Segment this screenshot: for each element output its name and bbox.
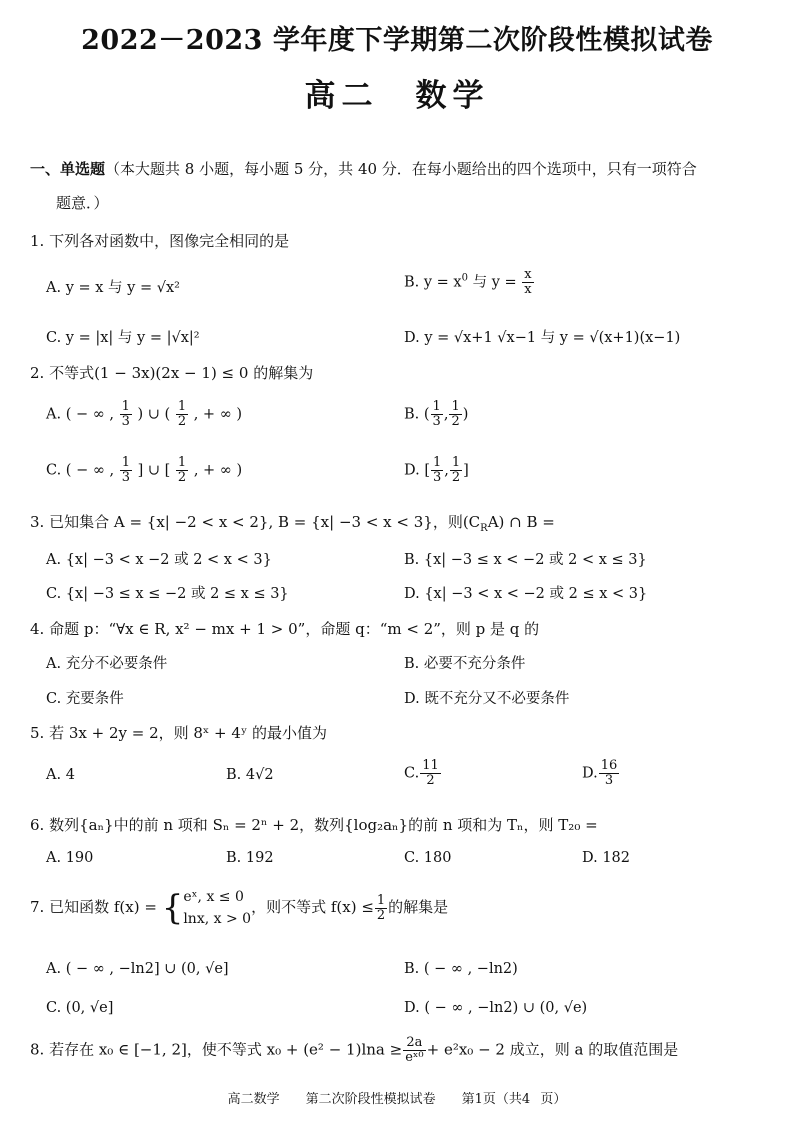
- question-1: 1. 下列各对函数中，图像完全相同的是: [30, 232, 290, 250]
- q7-option-b: B. ( − ∞ , −ln2): [404, 961, 518, 977]
- q5-option-d: [582, 759, 620, 788]
- q2-d-num2: 1: [451, 455, 461, 470]
- q2-d-den1: 3: [433, 470, 442, 485]
- q4-option-c: C. 充要条件: [46, 691, 124, 707]
- q6-option-d: D. 182: [582, 850, 631, 866]
- q3-option-c: C. {x| −3 ≤ x ≤ −2 或 2 ≤ x ≤ 3}: [46, 586, 289, 602]
- section-desc-cont: 题意．）: [56, 194, 109, 212]
- q5-c-num: 11: [422, 758, 439, 773]
- q5-c-pre: C.: [404, 765, 420, 782]
- q6-option-b: B. 192: [226, 850, 274, 866]
- q2-b-num1: 1: [432, 399, 441, 414]
- q7-num: 1: [376, 892, 386, 908]
- q5-option-a: A. 4: [46, 767, 75, 783]
- q2-c-den1: 3: [121, 470, 131, 485]
- q1-b-pre: B. y = x: [404, 274, 462, 291]
- q2-b-num2: 1: [451, 399, 460, 414]
- q2-option-d: D. [ $\frac{1}{3}$ , $\frac{1}{2}$ ]: [404, 455, 469, 485]
- q5-option-b: B. 4√2: [226, 767, 274, 783]
- q2-c-num2: 1: [177, 455, 187, 470]
- q7-stem-end: 的解集是: [388, 898, 449, 916]
- q2-c-den2: 2: [177, 470, 187, 485]
- section-label: 一、单选题: [30, 160, 106, 178]
- q1-b-den: x: [524, 282, 532, 297]
- q5-c-frac: [420, 759, 441, 788]
- q2-d-den2: 2: [451, 470, 461, 485]
- question-2: 2. 不等式(1 − 3x)(2x − 1) ≤ 0 的解集为: [30, 364, 314, 382]
- question-5: 5. 若 3x + 2y = 2，则 8ˣ + 4ʸ 的最小值为: [30, 724, 328, 742]
- page-footer: 高二数学 第二次阶段性模拟试卷 第1页（共4 页）: [227, 1092, 567, 1107]
- q2-a-part2: ) ∪ (: [137, 406, 171, 423]
- q2-c-part2: ] ∪ [: [137, 462, 171, 479]
- q2-c-part3: , + ∞ ): [193, 462, 243, 479]
- q2-d-part2: ]: [463, 462, 469, 479]
- q7-cases: [183, 886, 251, 930]
- q8-den: eˣ⁰: [405, 1050, 424, 1065]
- q1-b-mid: 与 y =: [468, 274, 522, 291]
- q1-b-frac: [522, 268, 533, 297]
- left-brace-icon: {: [161, 888, 184, 928]
- q2-option-c: [46, 456, 242, 485]
- section-header: [30, 152, 774, 220]
- q2-d-pre: D.: [404, 462, 420, 479]
- question-3: [30, 511, 774, 534]
- q2-a-pre: A.: [46, 406, 62, 423]
- q4-option-a: A. 充分不必要条件: [46, 656, 168, 672]
- q2-d-frac1: [431, 456, 443, 485]
- question-6: 6. 数列{aₙ}中的前 n 项和 Sₙ = 2ⁿ + 2，数列{log₂aₙ}的前 n 项和为 Tₙ，则 T₂₀ =: [30, 816, 598, 834]
- q2-b-pre: B.: [404, 406, 420, 423]
- q2-b-frac2: [449, 400, 461, 429]
- q2-b-den2: 2: [451, 414, 460, 429]
- exam-title: 2022－2023 学年度下学期第二次阶段性模拟试卷: [81, 25, 713, 56]
- q2-a-frac1: [120, 400, 132, 429]
- q5-d-frac: [599, 759, 620, 788]
- q7-case2: lnx, x > 0: [183, 911, 252, 927]
- q4-option-d: D. 既不充分又不必要条件: [404, 691, 570, 707]
- q2-b-den1: 3: [432, 414, 441, 429]
- q8-stem-pre: 8. 若存在 x₀ ∈ [−1, 2]，使不等式 x₀ + (e² − 1)lna ≥: [30, 1040, 403, 1059]
- q2-a-frac2: [176, 400, 188, 429]
- q7-option-a: A. ( − ∞ , −ln2] ∪ (0, √e]: [46, 961, 229, 977]
- q6-option-c: C. 180: [404, 850, 452, 866]
- q2-c-num1: 1: [121, 455, 131, 470]
- question-7: [30, 886, 774, 930]
- q2-option-a: [46, 400, 242, 429]
- q7-den: 2: [376, 907, 386, 923]
- q1-option-b: [404, 268, 535, 297]
- q1-b-sup: 0: [461, 272, 468, 284]
- q8-stem-end: + e²x₀ − 2 成立，则 a 的取值范围是: [426, 1040, 679, 1059]
- q8-num: 2a: [403, 1036, 425, 1051]
- q2-a-den1: 3: [121, 414, 130, 429]
- q1-b-num: x: [524, 267, 532, 282]
- q5-option-c: [404, 759, 442, 788]
- q2-c-part1: ( − ∞ ,: [65, 462, 115, 479]
- q2-a-den2: 2: [177, 414, 187, 429]
- exam-subtitle: 高二 数学: [304, 78, 490, 114]
- question-8: [30, 1036, 774, 1065]
- q2-d-part1: [: [424, 462, 430, 479]
- q2-c-pre: C.: [46, 462, 62, 479]
- q3-option-b: B. {x| −3 ≤ x < −2 或 2 < x ≤ 3}: [404, 552, 647, 568]
- q2-b-part1: (: [423, 406, 430, 423]
- q2-a-num1: 1: [121, 399, 130, 414]
- q3-stem-end: A) ∩ B =: [487, 513, 555, 531]
- q8-frac: [403, 1036, 425, 1065]
- q2-d-num1: 1: [433, 455, 442, 470]
- section-desc: （本大题共 8 小题，每小题 5 分，共 40 分．在每小题给出的四个选项中，只有一项符合: [105, 160, 697, 178]
- q3-option-a: A. {x| −3 < x −2 或 2 < x < 3}: [46, 552, 272, 568]
- q3-stem: 3. 已知集合 A = {x| −2 < x < 2}, B = {x| −3 < x < 3}，则(C: [30, 513, 481, 531]
- q7-case1: eˣ, x ≤ 0: [183, 889, 244, 905]
- q7-option-c: C. (0, √e]: [46, 1000, 114, 1016]
- q3-option-d: D. {x| −3 < x < −2 或 2 ≤ x < 3}: [404, 586, 648, 602]
- q2-a-part1: ( − ∞ ,: [65, 406, 115, 423]
- q2-c-frac1: [120, 456, 132, 485]
- q7-frac: [375, 894, 387, 923]
- q1-option-a: A. y = x 与 y = √x²: [46, 280, 180, 296]
- q3-stem-sub: R: [480, 523, 488, 534]
- question-4: 4. 命题 p：“∀x ∈ R, x² − mx + 1 > 0”，命题 q：“m < 2”，则 p 是 q 的: [30, 620, 540, 638]
- q6-option-a: A. 190: [46, 850, 94, 866]
- q2-option-b: B. ( $\frac{1}{3}$ , $\frac{1}{2}$ ): [404, 399, 469, 429]
- q2-a-part3: , + ∞ ): [193, 406, 243, 423]
- q2-b-part2: ): [462, 406, 469, 423]
- q2-b-frac1: [431, 400, 443, 429]
- q5-c-den: 2: [426, 773, 435, 788]
- q2-d-frac2: [450, 456, 462, 485]
- q2-c-frac2: [176, 456, 188, 485]
- q4-option-b: B. 必要不充分条件: [404, 656, 526, 672]
- q5-d-pre: D.: [582, 765, 598, 782]
- q2-a-num2: 1: [177, 399, 187, 414]
- q1-option-d: D. y = √x+1 √x−1 与 y = √(x+1)(x−1): [404, 330, 681, 346]
- q1-option-c: C. y = |x| 与 y = |√x|²: [46, 330, 200, 346]
- q7-stem-pre: 7. 已知函数 f(x) =: [30, 898, 157, 916]
- q5-d-den: 3: [604, 773, 614, 788]
- q7-option-d: D. ( − ∞ , −ln2) ∪ (0, √e): [404, 1000, 588, 1016]
- q7-stem-mid: ，则不等式 f(x) ≤: [251, 898, 374, 916]
- q5-d-num: 16: [600, 758, 618, 773]
